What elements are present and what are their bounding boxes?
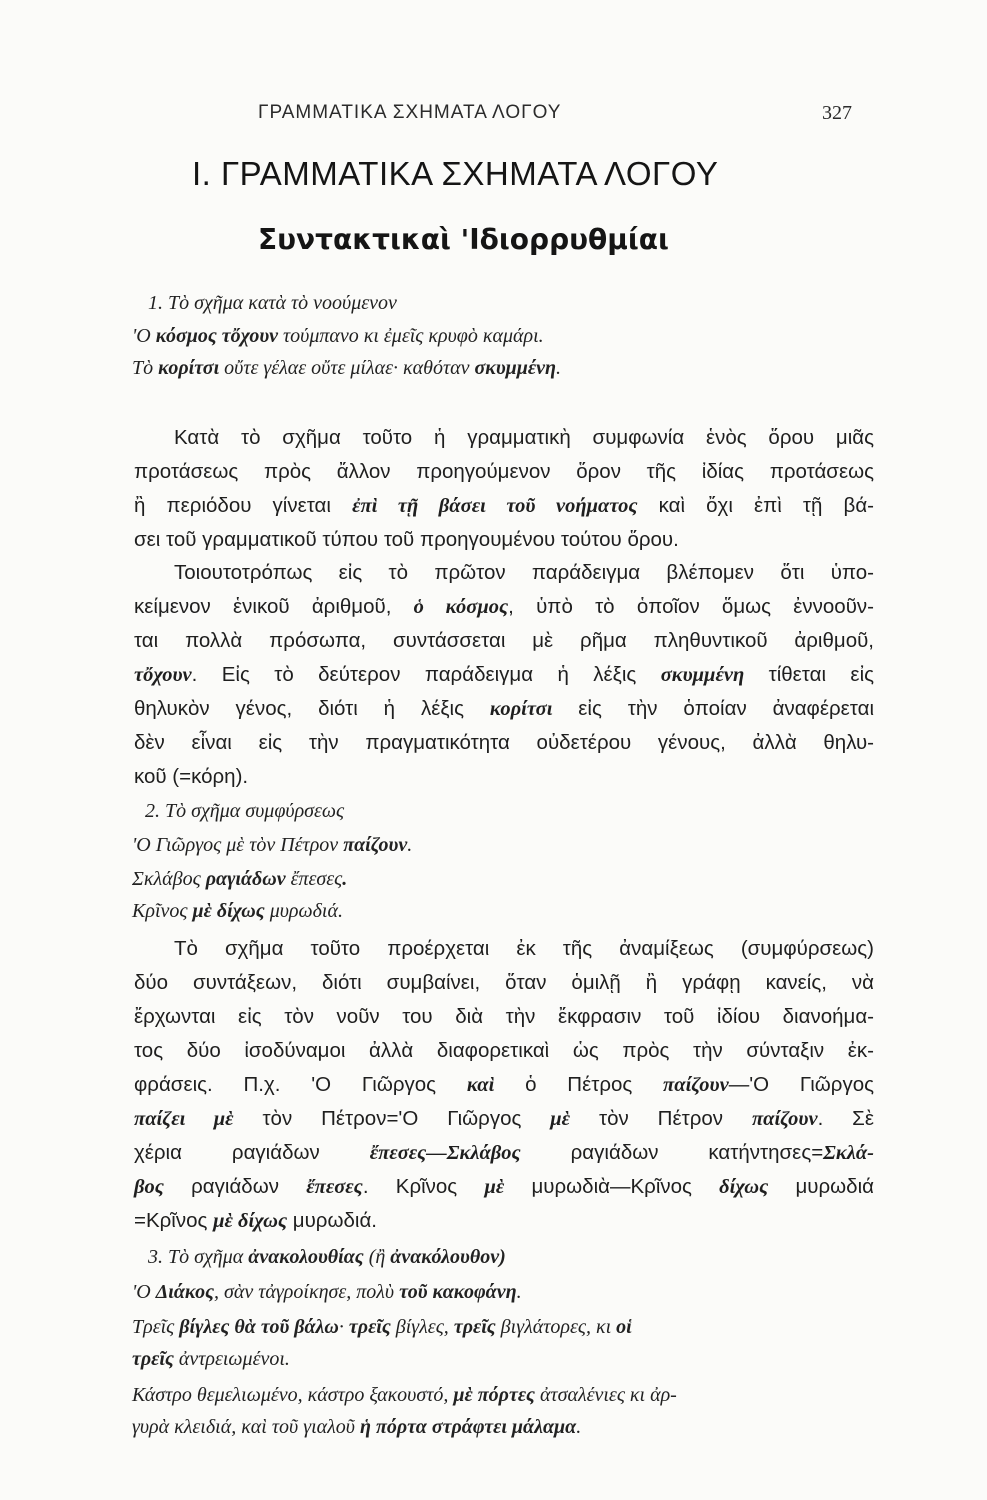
text-run: Τὸ σχῆμα τοῦτο προέρχεται ἐκ τῆς ἀναμίξεως (συμφύρσεως) xyxy=(174,937,874,960)
emphasis-run: τὄχουν xyxy=(134,664,192,686)
emphasis-run: οἱ xyxy=(616,1316,632,1338)
s1-p2-line-3 xyxy=(134,628,874,654)
emphasis-run: ἀνακολουθίας xyxy=(248,1246,364,1268)
text-run: 'Ο xyxy=(132,325,156,347)
emphasis-run: κορίτσι xyxy=(158,357,220,379)
chapter-title: Ι. ΓΡΑΜΜΑΤΙΚΑ ΣΧΗΜΑΤΑ ΛΟΓΟΥ xyxy=(192,155,719,192)
s3-example-2-line-1 xyxy=(132,1314,632,1340)
text-run: 3. Τὸ σχῆμα xyxy=(148,1246,249,1268)
text-run: χέρια ραγιάδων xyxy=(134,1141,370,1164)
emphasis-run: ὁ κόσμος xyxy=(413,596,509,618)
page-number: 327 xyxy=(822,102,852,124)
text-run: μυρωδιά xyxy=(768,1175,874,1198)
emphasis-run: μὲ πόρτες xyxy=(453,1384,535,1406)
text-run: σει τοῦ γραμματικοῦ τύπου τοῦ προηγουμένου τούτου ὅρου. xyxy=(134,528,679,551)
emphasis-run: μὲ δίχως xyxy=(192,900,265,922)
emphasis-run: παίζουν xyxy=(343,834,408,856)
section-title: Συντακτικαὶ 'Ιδιορρυθμίαι xyxy=(258,223,669,256)
text-run: . Εἰς τὸ δεύτερον παράδειγμα ἡ λέξις xyxy=(191,663,661,686)
text-run: δὲν εἶναι εἰς τὴν πραγματικότητα οὐδετέρου γένους, ἀλλὰ θηλυ- xyxy=(134,731,874,754)
text-run: . xyxy=(407,834,413,856)
s2-example-2 xyxy=(132,866,347,892)
text-run: θηλυκὸν γένος, διότι ἡ λέξις xyxy=(134,697,490,720)
emphasis-run: ἔπεσες xyxy=(306,1176,363,1198)
s2-p-line-8 xyxy=(134,1174,874,1200)
text-run: . xyxy=(555,357,561,379)
text-run: κοῦ (=κόρη). xyxy=(134,765,249,788)
s2-example-3 xyxy=(132,898,343,924)
emphasis-run: ἡ πόρτα στράφτει μάλαμα xyxy=(359,1416,577,1438)
text-run: Κάστρο θεμελιωμένο, κάστρο ξακουστό, xyxy=(132,1384,454,1406)
text-run: Κατὰ τὸ σχῆμα τοῦτο ἡ γραμματικὴ συμφωνία ἑνὸς ὅρου μιᾶς xyxy=(174,426,874,449)
text-run: γυρὰ κλειδιά, καὶ τοῦ γιαλοῦ xyxy=(132,1416,360,1438)
text-run: ἔπεσες xyxy=(290,868,343,890)
s2-p-line-6 xyxy=(134,1106,874,1132)
emphasis-run: . xyxy=(342,868,348,890)
emphasis-run: δίχως xyxy=(719,1176,769,1198)
text-run: . Σὲ xyxy=(817,1107,874,1130)
text-run: Τοιουτοτρόπως εἰς τὸ πρῶτον παράδειγμα βλέπομεν ὅτι ὑπο- xyxy=(174,561,874,584)
text-run: καὶ ὄχι ἐπὶ τῇ βά- xyxy=(637,494,875,517)
s2-example-1 xyxy=(132,832,412,858)
s1-p2-line-1 xyxy=(134,560,874,586)
s3-example-2-line-2 xyxy=(132,1346,290,1372)
text-run: Κρῖνος xyxy=(132,900,193,922)
text-run: φράσεις. Π.χ. 'Ο Γιῶργος xyxy=(134,1073,467,1096)
s1-p2-line-6 xyxy=(134,730,874,756)
s3-example-3-line-2 xyxy=(132,1414,581,1440)
s1-p2-line-4 xyxy=(134,662,874,688)
text-run: εἰς τὴν ὁποίαν ἀναφέρεται xyxy=(552,697,874,720)
text-run: ἔρχωνται εἰς τὸν νοῦν του διὰ τὴν ἔκφρασιν τοῦ ἰδίου διανοήμα- xyxy=(134,1005,874,1028)
text-run: 'Ο xyxy=(132,1281,156,1303)
text-run: . xyxy=(516,1281,522,1303)
text-run: τος δύο ἰσοδύναμοι ἀλλὰ διαφορετικαὶ ὡς πρὸς τὴν σύνταξιν ἐκ- xyxy=(134,1039,874,1062)
text-run: ἀντρειωμένοι. xyxy=(173,1348,290,1370)
s1-example-1 xyxy=(132,323,544,349)
s2-p-line-2 xyxy=(134,970,874,996)
emphasis-run: κορίτσι xyxy=(489,698,553,720)
text-run: κείμενον ἑνικοῦ ἀριθμοῦ, xyxy=(134,595,414,618)
text-run: ραγιάδων xyxy=(163,1175,307,1198)
text-run: =Κρῖνος xyxy=(134,1209,214,1232)
s2-p-line-9 xyxy=(134,1208,874,1234)
emphasis-run: μὲ xyxy=(550,1108,571,1130)
s2-heading: 2. Τὸ σχῆμα συμφύρσεως xyxy=(145,800,345,822)
text-run: ἀτσαλένιες κι ἀρ- xyxy=(534,1384,677,1406)
text-run: ὁ Πέτρος xyxy=(494,1073,664,1096)
emphasis-run: ἔπεσες—Σκλάβος xyxy=(369,1142,521,1164)
text-run: 'Ο Γιῶργος μὲ τὸν Πέτρον xyxy=(132,834,344,856)
running-head: ΓΡΑΜΜΑΤΙΚΑ ΣΧΗΜΑΤΑ ΛΟΓΟΥ xyxy=(258,102,562,123)
text-run: Τρεῖς xyxy=(132,1316,180,1338)
text-run: προτάσεως πρὸς ἄλλον προηγούμενον ὅρον τῆς ἰδίας προτάσεως xyxy=(134,460,874,483)
text-run: μυρωδιά. xyxy=(264,900,343,922)
emphasis-run: ραγιάδων xyxy=(200,868,291,890)
s3-heading xyxy=(148,1244,506,1270)
s2-p-line-1 xyxy=(134,936,874,962)
emphasis-run: τρεῖς xyxy=(453,1316,496,1338)
s1-p1-line-3 xyxy=(134,493,874,519)
text-run: ται πολλὰ πρόσωπα, συντάσσεται μὲ ρῆμα πληθυντικοῦ ἀριθμοῦ, xyxy=(134,629,874,652)
text-run: τούμπανο κι ἐμεῖς κρυφὸ καμάρι. xyxy=(278,325,544,347)
text-run: ἢ περιόδου γίνεται xyxy=(134,494,353,517)
emphasis-run: παίζουν xyxy=(663,1074,729,1096)
s2-p-line-3 xyxy=(134,1004,874,1030)
emphasis-run: βίγλες θὰ τοῦ βάλω xyxy=(179,1316,339,1338)
text-run: τὸν Πέτρον='Ο Γιῶργος xyxy=(233,1107,551,1130)
s1-p1-line-2 xyxy=(134,459,874,485)
emphasis-run: ἀνακόλουθον) xyxy=(390,1246,506,1268)
text-run: δύο συντάξεων, διότι συμβαίνει, ὅταν ὁμιλῇ ἢ γράφῃ κανείς, νὰ xyxy=(134,971,874,994)
text-run: οὔτε γέλαε οὔτε μίλαε· καθόταν xyxy=(219,357,475,379)
emphasis-run: καὶ xyxy=(466,1074,495,1096)
s1-p2-line-2 xyxy=(134,594,874,620)
s2-p-line-4 xyxy=(134,1038,874,1064)
emphasis-run: Σκλά- xyxy=(823,1142,874,1164)
emphasis-run: σκυμμένη xyxy=(474,357,556,379)
text-run: τίθεται εἰς xyxy=(744,663,874,686)
emphasis-run: ἐπὶ τῇ βάσει τοῦ νοήματος xyxy=(352,495,638,517)
s1-p1-line-1 xyxy=(134,425,874,451)
emphasis-run: παίζουν xyxy=(751,1108,818,1130)
s1-p1-line-4 xyxy=(134,527,874,553)
emphasis-run: σκυμμένη xyxy=(660,664,745,686)
emphasis-run: τρεῖς xyxy=(132,1348,174,1370)
s3-example-3-line-1 xyxy=(132,1382,677,1408)
text-run: μυρωδιὰ—Κρῖνος xyxy=(504,1175,720,1198)
emphasis-run: παίζει μὲ xyxy=(134,1108,234,1130)
s1-p2-line-7 xyxy=(134,764,874,790)
text-run: —'Ο Γιῶργος xyxy=(728,1073,874,1096)
text-run: Σκλάβος xyxy=(132,868,201,890)
text-run: βίγλες, xyxy=(390,1316,454,1338)
text-run: ραγιάδων κατήντησες= xyxy=(520,1141,824,1164)
text-run: τὸν Πέτρον xyxy=(570,1107,752,1130)
s2-p-line-7 xyxy=(134,1140,874,1166)
emphasis-run: Διάκος xyxy=(155,1281,215,1303)
text-run: , ὑπὸ τὸ ὁποῖον ὅμως ἐννοοῦν- xyxy=(508,595,874,618)
s1-heading: 1. Τὸ σχῆμα κατὰ τὸ νοούμενον xyxy=(148,292,397,314)
s3-example-1 xyxy=(132,1279,522,1305)
text-run: . xyxy=(576,1416,582,1438)
emphasis-run: κόσμος τὄχουν xyxy=(155,325,278,347)
emphasis-run: μὲ xyxy=(484,1176,505,1198)
s1-example-2 xyxy=(132,355,561,381)
emphasis-run: τρεῖς xyxy=(348,1316,391,1338)
text-run: Τὸ xyxy=(132,357,159,379)
emphasis-run: μὲ δίχως xyxy=(213,1210,288,1232)
emphasis-run: βος xyxy=(134,1176,164,1198)
text-run: μυρωδιά. xyxy=(287,1209,377,1232)
emphasis-run: τοῦ κακοφάνη xyxy=(399,1281,517,1303)
text-run: , σὰν τἀγροίκησε, πολὺ xyxy=(214,1281,400,1303)
text-run: (ἢ xyxy=(363,1246,391,1268)
text-run: βιγλάτορες, κι xyxy=(495,1316,617,1338)
text-run: . Κρῖνος xyxy=(362,1175,485,1198)
s1-p2-line-5 xyxy=(134,696,874,722)
text-run: · xyxy=(338,1316,349,1338)
s2-p-line-5 xyxy=(134,1072,874,1098)
